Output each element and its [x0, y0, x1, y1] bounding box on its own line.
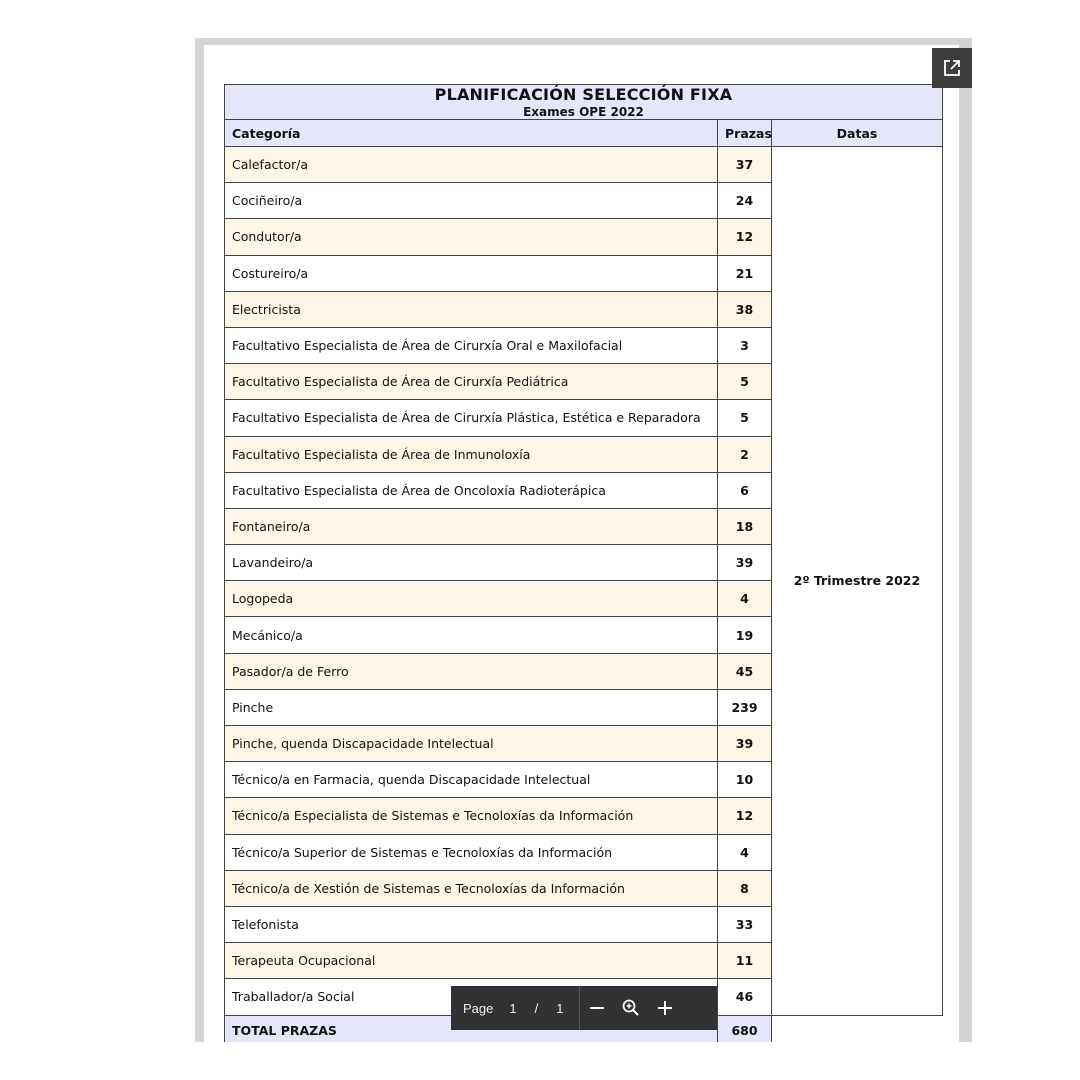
- document-title: PLANIFICACIÓN SELECCIÓN FIXA: [434, 85, 733, 104]
- page-label: Page: [463, 1000, 494, 1016]
- prazas-cell: 24: [718, 183, 772, 219]
- column-header-categoria: Categoría: [225, 120, 718, 147]
- category-cell: Condutor/a: [225, 219, 718, 255]
- prazas-cell: 12: [718, 219, 772, 255]
- prazas-cell: 38: [718, 291, 772, 327]
- category-cell: Calefactor/a: [225, 147, 718, 183]
- prazas-cell: 239: [718, 689, 772, 725]
- category-cell: Costureiro/a: [225, 255, 718, 291]
- category-cell: Técnico/a Superior de Sistemas e Tecnoloxías da Información: [225, 834, 718, 870]
- prazas-cell: 39: [718, 545, 772, 581]
- dates-cell: 2º Trimestre 2022: [772, 147, 943, 1016]
- category-cell: Facultativo Especialista de Área de Cirurxía Oral e Maxilofacial: [225, 327, 718, 363]
- total-pages: 1: [556, 1000, 564, 1016]
- category-cell: Terapeuta Ocupacional: [225, 943, 718, 979]
- category-cell: Mecánico/a: [225, 617, 718, 653]
- category-cell: Técnico/a en Farmacia, quenda Discapacidade Intelectual: [225, 762, 718, 798]
- zoom-out-icon: [588, 999, 606, 1017]
- category-cell: Pasador/a de Ferro: [225, 653, 718, 689]
- planning-table: [224, 84, 943, 1042]
- column-header-prazas: Prazas: [718, 120, 772, 147]
- category-cell: Electricista: [225, 291, 718, 327]
- category-cell: Facultativo Especialista de Área de Cirurxía Pediátrica: [225, 364, 718, 400]
- prazas-cell: 45: [718, 653, 772, 689]
- zoom-reset-icon: [621, 998, 641, 1018]
- column-header-datas: Datas: [772, 120, 943, 147]
- prazas-cell: 4: [718, 834, 772, 870]
- zoom-reset-button[interactable]: [614, 986, 648, 1030]
- zoom-in-icon: [656, 999, 674, 1017]
- zoom-in-button[interactable]: [648, 986, 682, 1030]
- prazas-cell: 5: [718, 400, 772, 436]
- current-page-input[interactable]: 1: [509, 1000, 517, 1016]
- category-cell: Facultativo Especialista de Área de Inmunoloxía: [225, 436, 718, 472]
- category-cell: Logopeda: [225, 581, 718, 617]
- category-cell: Pinche, quenda Discapacidade Intelectual: [225, 726, 718, 762]
- category-cell: Pinche: [225, 689, 718, 725]
- prazas-cell: 21: [718, 255, 772, 291]
- prazas-cell: 11: [718, 943, 772, 979]
- open-in-new-window-button[interactable]: [932, 48, 972, 88]
- category-cell: Técnico/a de Xestión de Sistemas e Tecnoloxías da Información: [225, 870, 718, 906]
- category-cell: Traballador/a Social: [225, 979, 718, 1015]
- prazas-cell: 4: [718, 581, 772, 617]
- table-title-row: [225, 85, 943, 120]
- prazas-cell: 19: [718, 617, 772, 653]
- page-separator: /: [534, 1000, 539, 1016]
- open-in-new-icon: [942, 58, 962, 78]
- category-cell: Cociñeiro/a: [225, 183, 718, 219]
- prazas-cell: 5: [718, 364, 772, 400]
- total-value: 680: [718, 1015, 772, 1042]
- prazas-cell: 6: [718, 472, 772, 508]
- category-cell: Lavandeiro/a: [225, 545, 718, 581]
- category-cell: Telefonista: [225, 906, 718, 942]
- prazas-cell: 37: [718, 147, 772, 183]
- zoom-out-button[interactable]: [580, 986, 614, 1030]
- table-row: [225, 147, 943, 183]
- table-header-row: [225, 120, 943, 147]
- document-subtitle: Exames OPE 2022: [523, 105, 644, 119]
- prazas-cell: 2: [718, 436, 772, 472]
- category-cell: Facultativo Especialista de Área de Oncoloxía Radioterápica: [225, 472, 718, 508]
- prazas-cell: 46: [718, 979, 772, 1015]
- total-label: TOTAL PRAZAS: [225, 1015, 718, 1042]
- category-cell: Técnico/a Especialista de Sistemas e Tecnoloxías da Información: [225, 798, 718, 834]
- prazas-cell: 33: [718, 906, 772, 942]
- pdf-toolbar: [451, 986, 717, 1030]
- category-cell: Fontaneiro/a: [225, 508, 718, 544]
- pdf-viewer[interactable]: [195, 38, 972, 1042]
- pdf-page: [204, 45, 959, 1042]
- category-cell: Facultativo Especialista de Área de Cirurxía Plástica, Estética e Reparadora: [225, 400, 718, 436]
- prazas-cell: 12: [718, 798, 772, 834]
- prazas-cell: 3: [718, 327, 772, 363]
- prazas-cell: 39: [718, 726, 772, 762]
- prazas-cell: 18: [718, 508, 772, 544]
- prazas-cell: 8: [718, 870, 772, 906]
- prazas-cell: 10: [718, 762, 772, 798]
